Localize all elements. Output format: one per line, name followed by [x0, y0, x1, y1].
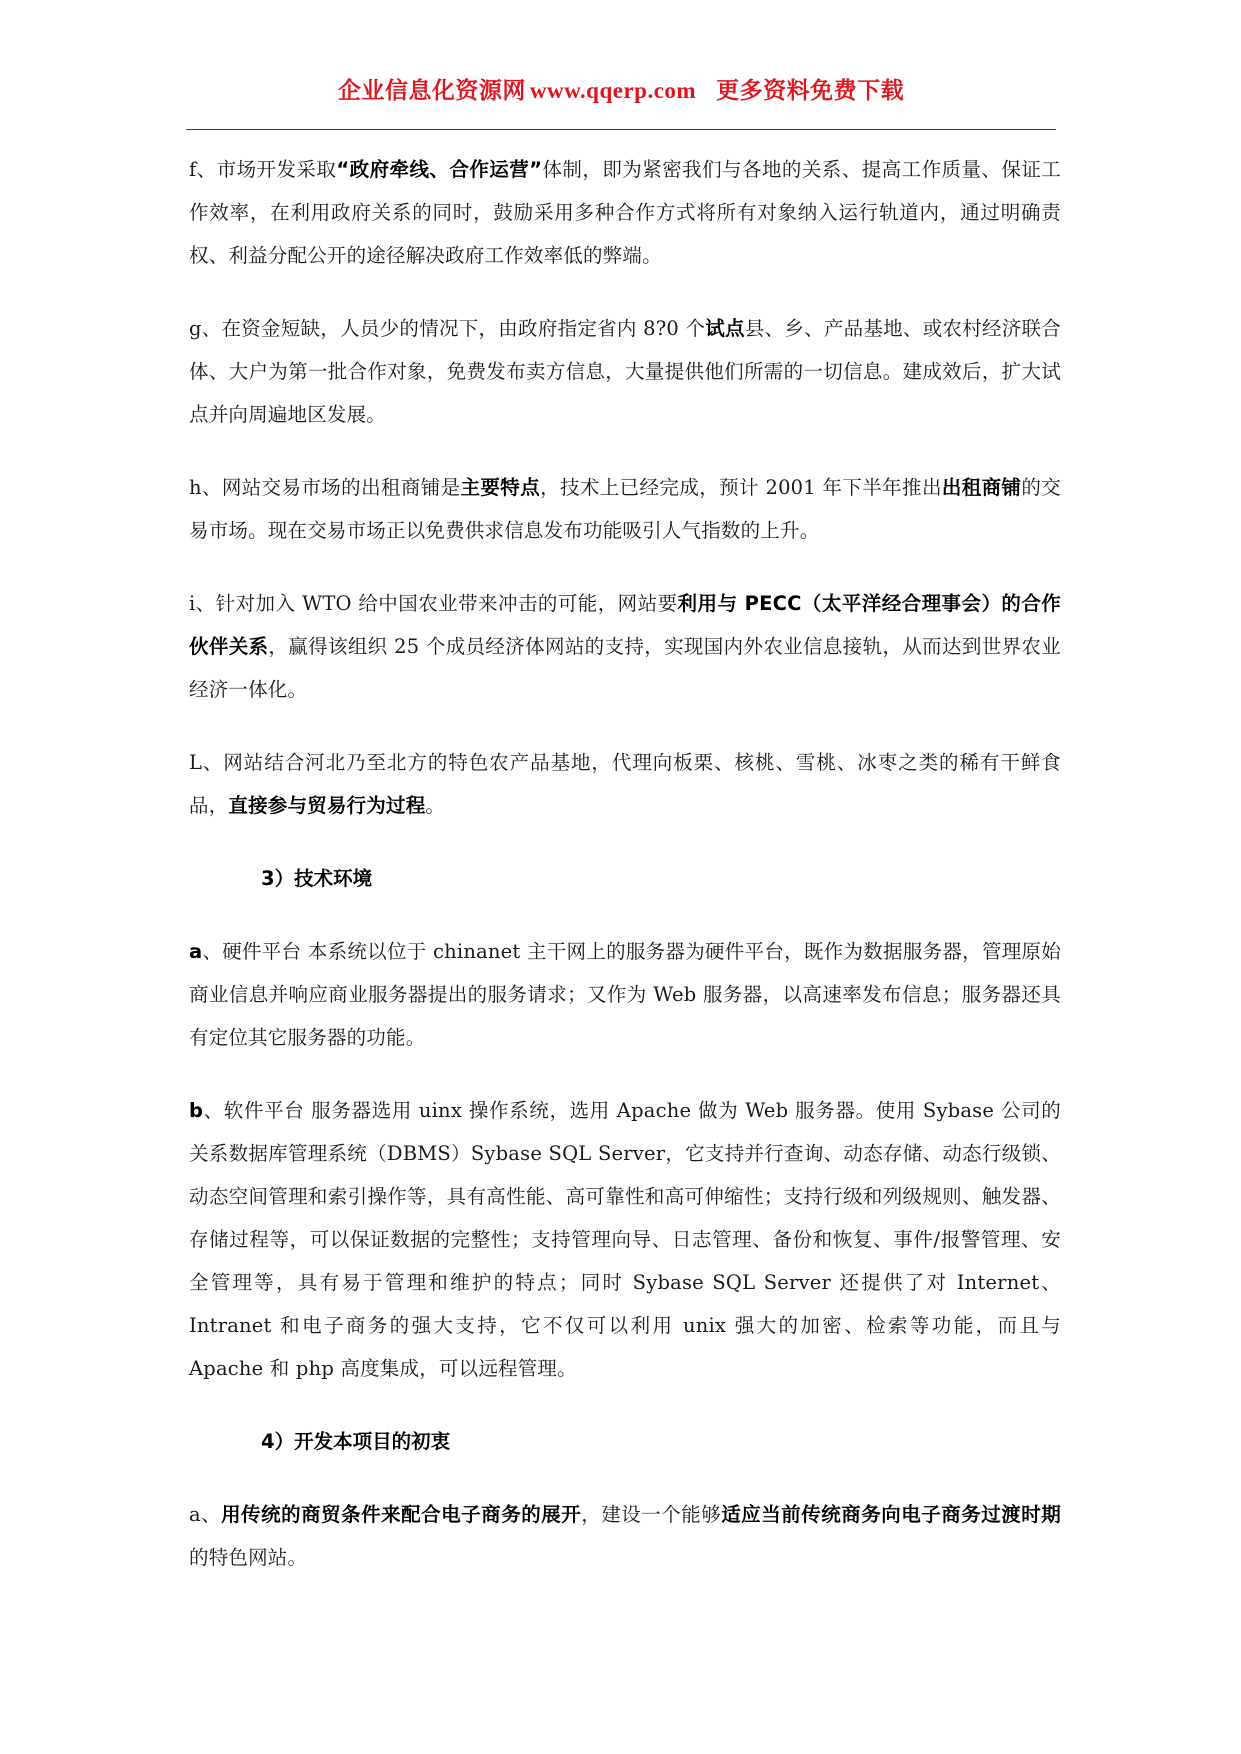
text: 、软件平台 服务器选用 uinx 操作系统，选用 Apache 做为 Web 服务器。使用 Sybase 公司的关系数据库管理系统（DBMS）Sybase SQL Server，它支持并行查询、动态存储、动态行级锁、动态空间管理和索引操作等，具有高性能、高可靠性和高可伸缩性；支持行级和列级规则、触发器、存储过程等，可以保证数据的完整性；支持管理向导、日志管理、备份和恢复、事件/报警管理、安全管理等，具有易于管理和维护的特点；同时 Sybase SQL Server 还提供了对 Internet、Intranet 和电子商务的强大支持，它不仅可以利用 unix 强大的加密、检索等功能，而且与 Apache 和 php 高度集成，可以远程管理。 [189, 1099, 1061, 1380]
text: 体制，即为紧密我们与各地的关系、提高工作质量、保证工作效率，在利用政府关系的同时，鼓励采用多种合作方式将所有对象纳入运行轨道内，通过明确责权、利益分配公开的途径解决政府工作效率低的弊端。 [189, 158, 1061, 267]
site-name: 企业信息化资源网 [337, 78, 526, 104]
text: h、网站交易市场的出租商铺是 [189, 476, 461, 499]
paragraph-i [189, 582, 1061, 711]
paragraph-h [189, 466, 1061, 552]
bold-text: 试点 [705, 317, 745, 340]
header-divider [186, 129, 1056, 130]
text: 的交易市场。现在交易市场正以免费供求信息发布功能吸引人气指数的上升。 [189, 476, 1061, 542]
bold-text: 用传统的商贸条件来配合电子商务的展开 [221, 1503, 582, 1526]
header-tagline: 更多资料免费下载 [716, 78, 905, 104]
site-url: www.qqerp.com [529, 78, 697, 103]
text: a、 [189, 1503, 222, 1526]
text: g、在资金短缺，人员少的情况下，由政府指定省内 8?0 个 [189, 317, 706, 340]
text: 。 [425, 794, 446, 817]
bold-text: b [189, 1099, 204, 1122]
text: f、市场开发采取 [189, 158, 337, 181]
bold-text: 利用与 PECC（太平洋经合理事会）的合作伙伴关系 [189, 592, 1061, 658]
text: ，建设一个能够 [581, 1503, 722, 1526]
page-header [186, 72, 1056, 105]
paragraph-hardware-platform [189, 930, 1061, 1059]
text: 的特色网站。 [189, 1546, 308, 1569]
section-heading-tech-environment: 3）技术环境 [261, 867, 373, 890]
paragraph-g [189, 307, 1061, 436]
text: 、硬件平台 本系统以位于 chinanet 主干网上的服务器为硬件平台，既作为数据服务器，管理原始商业信息并响应商业服务器提出的服务请求；又作为 Web 服务器，以高速率发布信息；服务器还具有定位其它服务器的功能。 [189, 940, 1061, 1049]
text: ，赢得该组织 25 个成员经济体网站的支持，实现国内外农业信息接轨，从而达到世界农业经济一体化。 [189, 635, 1061, 701]
paragraph-l [189, 741, 1061, 827]
paragraph-f [189, 148, 1061, 277]
bold-text: 适应当前传统商务向电子商务过渡时期 [721, 1503, 1061, 1526]
document-body [189, 148, 1061, 1609]
bold-text: 主要特点 [460, 476, 541, 499]
bold-text: 出租商铺 [941, 476, 1022, 499]
paragraph-project-intent-a [189, 1493, 1061, 1579]
text: i、针对加入 WTO 给中国农业带来冲击的可能，网站要 [189, 592, 678, 615]
section-heading-project-intent: 4）开发本项目的初衷 [261, 1430, 451, 1453]
bold-text: a [189, 940, 203, 963]
text: L、网站结合河北乃至北方的特色农产品基地，代理向板栗、核桃、雪桃、冰枣之类的稀有干鲜食品， [189, 751, 1061, 817]
text: 县、乡、产品基地、或农村经济联合体、大户为第一批合作对象，免费发布卖方信息，大量提供他们所需的一切信息。建成效后，扩大试点并向周遍地区发展。 [189, 317, 1062, 426]
bold-text: “政府牵线、合作运营” [336, 158, 543, 181]
bold-text: 直接参与贸易行为过程 [228, 794, 426, 817]
text: ，技术上已经完成，预计 2001 年下半年推出 [540, 476, 942, 499]
paragraph-software-platform [189, 1089, 1061, 1390]
